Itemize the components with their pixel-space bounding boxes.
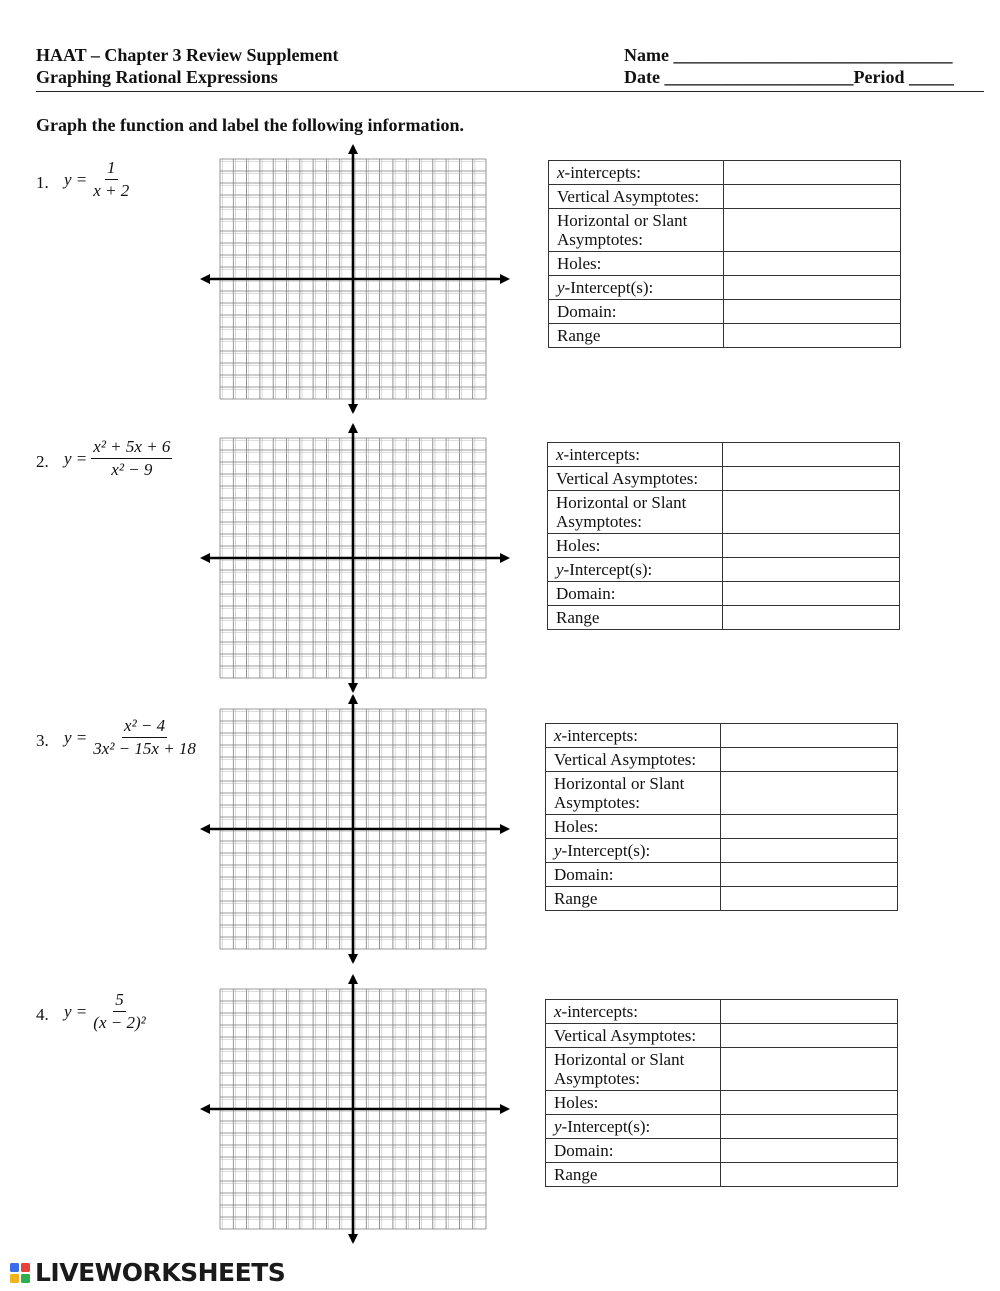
x-intercepts-label: -intercepts: — [561, 726, 639, 745]
equation-lhs: y = — [64, 727, 88, 747]
worksheet-title: HAAT – Chapter 3 Review Supplement — [36, 45, 339, 65]
range-answer[interactable] — [721, 887, 898, 911]
coordinate-grid[interactable] — [200, 144, 510, 414]
coordinate-grid[interactable] — [200, 423, 510, 693]
info-table — [545, 999, 898, 1187]
coordinate-grid[interactable] — [200, 974, 510, 1244]
equation-lhs: y = — [64, 169, 88, 189]
logo-mark-icon — [10, 1261, 32, 1285]
y-axis-down-arrow — [348, 683, 358, 693]
denominator: x² − 9 — [111, 460, 153, 479]
date-period-field[interactable]: Date _____________________Period _____ — [624, 67, 954, 87]
y-intercepts-answer[interactable] — [723, 558, 900, 582]
y-axis-up-arrow — [348, 694, 358, 704]
horizontal-label-2: Asymptotes: — [556, 512, 642, 531]
x-var: x — [554, 1002, 562, 1021]
x-intercepts-label: -intercepts: — [563, 445, 641, 464]
x-axis-right-arrow — [500, 824, 510, 834]
holes-answer[interactable] — [723, 534, 900, 558]
x-intercepts-answer[interactable] — [721, 1000, 898, 1024]
range-label: Range — [549, 324, 724, 348]
domain-answer[interactable] — [724, 300, 901, 324]
horizontal-asymptotes-answer[interactable] — [721, 772, 898, 815]
liveworksheets-logo[interactable] — [10, 1258, 285, 1287]
info-table — [545, 723, 898, 911]
domain-answer[interactable] — [723, 582, 900, 606]
y-axis-up-arrow — [348, 144, 358, 154]
problem-number: 2. — [36, 452, 49, 471]
worksheet-subtitle: Graphing Rational Expressions — [36, 67, 278, 87]
y-intercepts-label: -Intercept(s): — [561, 1117, 651, 1136]
x-axis-left-arrow — [200, 274, 210, 284]
range-label: Range — [548, 606, 723, 630]
vertical-asymptotes-answer[interactable] — [723, 467, 900, 491]
range-answer[interactable] — [724, 324, 901, 348]
y-intercepts-answer[interactable] — [724, 276, 901, 300]
horizontal-asymptotes-answer[interactable] — [723, 491, 900, 534]
problem-number: 1. — [36, 173, 49, 192]
range-label: Range — [546, 887, 721, 911]
y-axis-down-arrow — [348, 404, 358, 414]
x-var: x — [557, 163, 565, 182]
x-axis-right-arrow — [500, 553, 510, 563]
domain-label: Domain: — [548, 582, 723, 606]
y-axis-down-arrow — [348, 954, 358, 964]
holes-label: Holes: — [546, 815, 721, 839]
x-intercepts-label: -intercepts: — [564, 163, 642, 182]
horizontal-asymptotes-answer[interactable] — [721, 1048, 898, 1091]
y-intercepts-label: -Intercept(s): — [564, 278, 654, 297]
instructions: Graph the function and label the following information. — [36, 115, 465, 135]
horizontal-label-1: Horizontal or Slant — [554, 774, 685, 793]
domain-answer[interactable] — [721, 863, 898, 887]
holes-answer[interactable] — [721, 1091, 898, 1115]
holes-label: Holes: — [549, 252, 724, 276]
x-axis-right-arrow — [500, 1104, 510, 1114]
numerator: x² + 5x + 6 — [91, 437, 172, 459]
horizontal-label-2: Asymptotes: — [557, 230, 643, 249]
y-var: y — [554, 1117, 562, 1136]
x-intercepts-answer[interactable] — [724, 161, 901, 185]
holes-answer[interactable] — [721, 815, 898, 839]
equation-lhs: y = — [64, 448, 88, 468]
x-axis-left-arrow — [200, 1104, 210, 1114]
header-divider — [36, 91, 984, 92]
y-axis-down-arrow — [348, 1234, 358, 1244]
problem-equation — [64, 437, 172, 480]
holes-label: Holes: — [546, 1091, 721, 1115]
problem-equation — [64, 990, 148, 1033]
name-field[interactable]: Name _______________________________ — [624, 45, 953, 65]
vertical-asymptotes-label: Vertical Asymptotes: — [546, 1024, 721, 1048]
y-axis-up-arrow — [348, 974, 358, 984]
domain-label: Domain: — [546, 1139, 721, 1163]
y-var: y — [556, 560, 564, 579]
range-answer[interactable] — [723, 606, 900, 630]
problem-number: 3. — [36, 731, 49, 750]
numerator: 5 — [113, 990, 126, 1012]
y-var: y — [557, 278, 565, 297]
problem-equation — [64, 716, 198, 759]
horizontal-label-1: Horizontal or Slant — [554, 1050, 685, 1069]
vertical-asymptotes-answer[interactable] — [721, 1024, 898, 1048]
y-var: y — [554, 841, 562, 860]
x-var: x — [556, 445, 564, 464]
y-intercepts-answer[interactable] — [721, 1115, 898, 1139]
x-intercepts-label: -intercepts: — [561, 1002, 639, 1021]
x-var: x — [554, 726, 562, 745]
x-axis-right-arrow — [500, 274, 510, 284]
x-axis-left-arrow — [200, 553, 210, 563]
domain-answer[interactable] — [721, 1139, 898, 1163]
y-intercepts-label: -Intercept(s): — [563, 560, 653, 579]
vertical-asymptotes-label: Vertical Asymptotes: — [546, 748, 721, 772]
coordinate-grid[interactable] — [200, 694, 510, 964]
vertical-asymptotes-answer[interactable] — [724, 185, 901, 209]
horizontal-asymptotes-answer[interactable] — [724, 209, 901, 252]
horizontal-label-2: Asymptotes: — [554, 1069, 640, 1088]
horizontal-label-2: Asymptotes: — [554, 793, 640, 812]
numerator: x² − 4 — [122, 716, 167, 738]
y-axis-up-arrow — [348, 423, 358, 433]
y-intercepts-label: -Intercept(s): — [561, 841, 651, 860]
logo-text: LIVEWORKSHEETS — [35, 1258, 286, 1287]
range-label: Range — [546, 1163, 721, 1187]
denominator: (x − 2)² — [93, 1013, 146, 1032]
x-intercepts-answer[interactable] — [721, 724, 898, 748]
vertical-asymptotes-answer[interactable] — [721, 748, 898, 772]
equation-lhs: y = — [64, 1001, 88, 1021]
vertical-asymptotes-label: Vertical Asymptotes: — [549, 185, 724, 209]
domain-label: Domain: — [549, 300, 724, 324]
horizontal-label-1: Horizontal or Slant — [556, 493, 687, 512]
vertical-asymptotes-label: Vertical Asymptotes: — [548, 467, 723, 491]
problem-number: 4. — [36, 1005, 49, 1024]
holes-label: Holes: — [548, 534, 723, 558]
y-intercepts-answer[interactable] — [721, 839, 898, 863]
holes-answer[interactable] — [724, 252, 901, 276]
info-table — [548, 160, 901, 348]
denominator: x + 2 — [93, 181, 130, 200]
numerator: 1 — [105, 158, 118, 180]
range-answer[interactable] — [721, 1163, 898, 1187]
x-axis-left-arrow — [200, 824, 210, 834]
horizontal-label-1: Horizontal or Slant — [557, 211, 688, 230]
problem-equation — [64, 158, 131, 201]
info-table — [547, 442, 900, 630]
denominator: 3x² − 15x + 18 — [93, 739, 196, 758]
x-intercepts-answer[interactable] — [723, 443, 900, 467]
domain-label: Domain: — [546, 863, 721, 887]
